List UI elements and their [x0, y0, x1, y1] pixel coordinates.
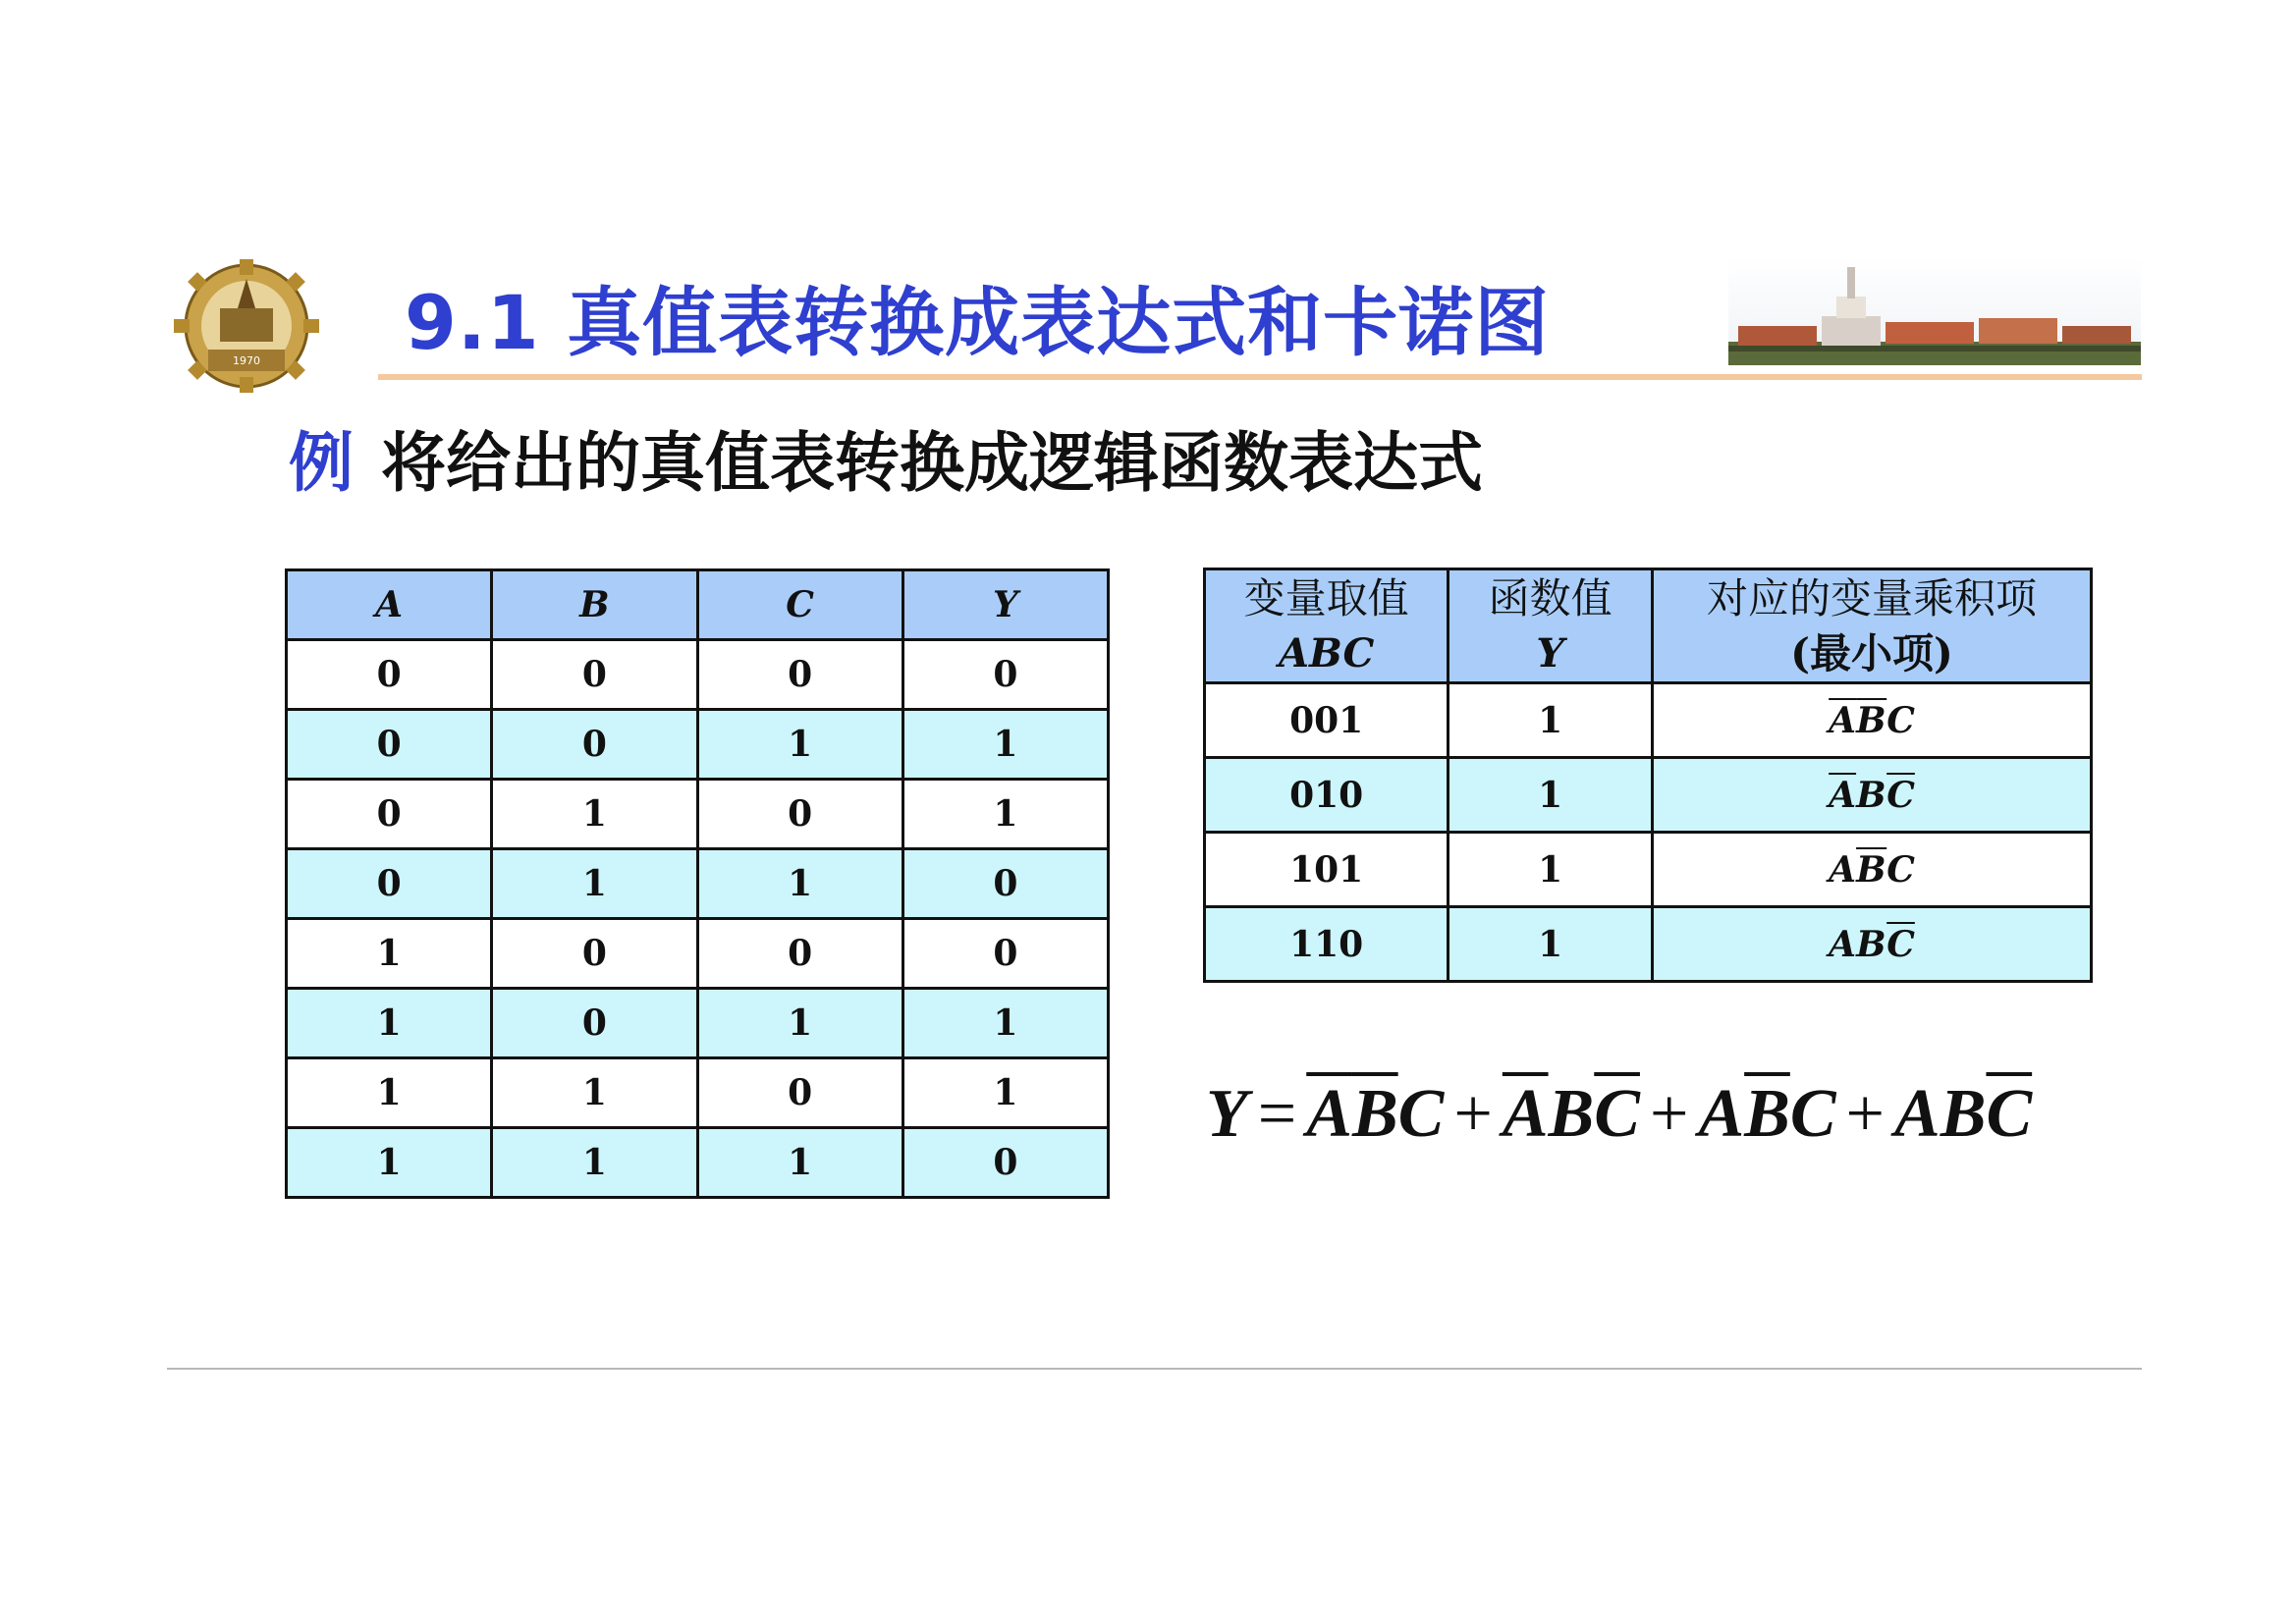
negated-variable: $\overline{B}$	[1856, 699, 1887, 741]
example-text: 将给出的真值表转换成逻辑函数表达式	[381, 425, 1483, 501]
table-cell: 1	[287, 1058, 492, 1128]
variable: B	[1856, 923, 1887, 965]
table-cell: 0	[287, 640, 492, 710]
table-row	[1205, 907, 2092, 982]
table-cell: 1	[902, 989, 1108, 1058]
variable: A	[1698, 1076, 1745, 1152]
negated-variable: $\overline{C}$	[1594, 1076, 1640, 1152]
table-cell: 0	[902, 640, 1108, 710]
table-cell: 1	[1449, 833, 1653, 907]
table-cell: 1	[902, 1058, 1108, 1128]
table-cell: 0	[492, 919, 697, 989]
table-row	[287, 710, 1109, 780]
table-cell: 1	[902, 780, 1108, 849]
table-row	[287, 989, 1109, 1058]
variable: C	[1886, 848, 1915, 891]
negated-variable: $\overline{A}$	[1829, 699, 1857, 741]
table-cell: 0	[902, 849, 1108, 919]
table-cell: 1	[697, 849, 902, 919]
table-row	[287, 919, 1109, 989]
truth-table	[285, 568, 1110, 1199]
table-cell: 101	[1205, 833, 1449, 907]
header-variable-values	[1205, 569, 1449, 683]
table-cell: 1	[287, 989, 492, 1058]
header-line: 函数值	[1488, 573, 1613, 622]
column-header-c: C	[697, 570, 902, 640]
minterm-table	[1203, 568, 2093, 983]
negated-variable: $\overline{C}$	[1886, 774, 1915, 816]
formula-minterm	[1894, 1076, 2032, 1152]
header-line: 对应的变量乘积项	[1706, 573, 2037, 622]
variable: A	[1829, 923, 1857, 965]
table-cell: 1	[492, 780, 697, 849]
table-row	[287, 1128, 1109, 1198]
table-cell: 1	[287, 919, 492, 989]
minterm-table-header	[1205, 569, 2092, 683]
table-row	[287, 1058, 1109, 1128]
negated-variable: $\overline{B}$	[1744, 1076, 1790, 1152]
table-cell: 0	[287, 780, 492, 849]
table-cell: 0	[287, 710, 492, 780]
negated-variable: $\overline{B}$	[1351, 1076, 1398, 1152]
table-cell: 110	[1205, 907, 1449, 982]
formula-minterm	[1698, 1076, 1835, 1152]
minterm-cell	[1653, 758, 2092, 833]
university-logo	[169, 257, 324, 393]
footer-divider	[167, 1368, 2142, 1370]
column-header-y: Y	[902, 570, 1108, 640]
table-row	[1205, 683, 2092, 758]
table-row	[1205, 833, 2092, 907]
table-row	[287, 640, 1109, 710]
formula-terms	[1306, 1076, 2032, 1152]
logo-year: 1970	[233, 354, 260, 367]
table-cell: 0	[902, 919, 1108, 989]
formula-minterm	[1503, 1076, 1640, 1152]
negated-variable: $\overline{A}$	[1502, 1076, 1549, 1152]
column-header-b: B	[492, 570, 697, 640]
header-line: (最小项)	[1790, 628, 1953, 677]
table-row	[1205, 758, 2092, 833]
example-label: 例	[289, 425, 354, 501]
table-cell: 1	[1449, 907, 1653, 982]
formula-lhs: Y	[1206, 1076, 1248, 1152]
formula-plus: +	[1453, 1076, 1493, 1152]
formula-plus: +	[1845, 1076, 1886, 1152]
variable: A	[1894, 1076, 1941, 1152]
table-cell: 0	[287, 849, 492, 919]
table-cell: 1	[697, 1128, 902, 1198]
formula-equals: =	[1257, 1076, 1297, 1152]
table-cell: 1	[492, 849, 697, 919]
column-header-a: A	[287, 570, 492, 640]
table-cell: 1	[697, 989, 902, 1058]
negated-variable: $\overline{B}$	[1856, 848, 1887, 891]
header-line: 变量取值	[1243, 573, 1409, 622]
table-cell: 0	[697, 640, 902, 710]
header-line: ABC	[1278, 629, 1375, 676]
variable: C	[1397, 1076, 1445, 1152]
truth-table-header	[287, 570, 1109, 640]
table-row	[287, 780, 1109, 849]
table-cell: 010	[1205, 758, 1449, 833]
sum-of-minterms-formula	[1206, 1075, 2032, 1154]
minterm-cell	[1653, 683, 2092, 758]
formula-minterm	[1306, 1076, 1444, 1152]
table-cell: 1	[902, 710, 1108, 780]
negated-variable: $\overline{C}$	[1986, 1076, 2033, 1152]
table-cell: 1	[492, 1058, 697, 1128]
variable: B	[1940, 1076, 1987, 1152]
header-line: Y	[1536, 629, 1564, 676]
table-cell: 0	[492, 989, 697, 1058]
variable: A	[1829, 848, 1857, 891]
example-heading	[289, 410, 1483, 504]
minterm-cell	[1653, 833, 2092, 907]
table-cell: 001	[1205, 683, 1449, 758]
variable: C	[1789, 1076, 1836, 1152]
table-cell: 1	[1449, 758, 1653, 833]
formula-plus: +	[1649, 1076, 1689, 1152]
variable: B	[1856, 774, 1887, 816]
table-cell: 0	[492, 710, 697, 780]
variable: C	[1886, 699, 1915, 741]
header-minterm	[1653, 569, 2092, 683]
table-cell: 0	[492, 640, 697, 710]
campus-photo	[1728, 257, 2141, 365]
negated-variable: $\overline{A}$	[1829, 774, 1857, 816]
table-cell: 0	[697, 780, 902, 849]
variable: B	[1548, 1076, 1595, 1152]
table-cell: 0	[697, 1058, 902, 1128]
title-divider	[378, 374, 2142, 380]
table-cell: 1	[1449, 683, 1653, 758]
negated-variable: $\overline{C}$	[1886, 923, 1915, 965]
table-cell: 0	[902, 1128, 1108, 1198]
table-cell: 1	[492, 1128, 697, 1198]
table-cell: 1	[287, 1128, 492, 1198]
minterm-cell	[1653, 907, 2092, 982]
page-title: 9.1 真值表转换成表达式和卡诺图	[405, 279, 1551, 366]
negated-variable: $\overline{A}$	[1306, 1076, 1352, 1152]
table-cell: 0	[697, 919, 902, 989]
table-row	[287, 849, 1109, 919]
header-function-value	[1449, 569, 1653, 683]
table-cell: 1	[697, 710, 902, 780]
